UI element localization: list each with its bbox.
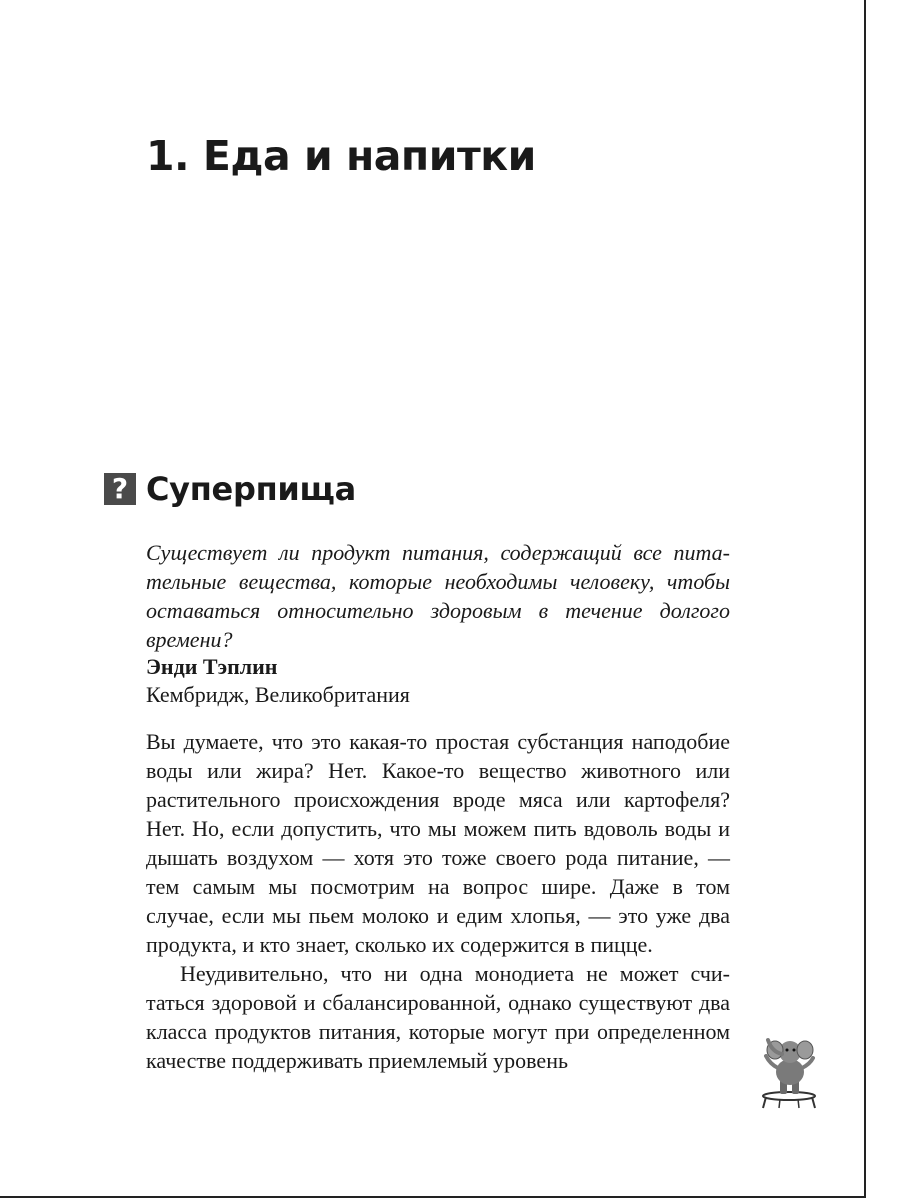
- section-title: Суперпища: [146, 470, 356, 508]
- question-author: Энди Тэплин: [146, 654, 278, 679]
- question-location: Кембридж, Великобритания: [146, 682, 410, 707]
- section-heading: [104, 470, 356, 508]
- reader-question: Существует ли продукт питания, содержащий все питательные вещества, которые необходимы человеку, чтобы оставаться относительно здоровым в течение долгого времени?: [146, 540, 730, 652]
- chapter-title: 1. Еда и напитки: [146, 132, 536, 180]
- body-paragraph: Неудивительно, что ни одна монодиета не может считаться здоровой и сбалансированной, однако существуют два класса продуктов питания, которые могут при определенном качестве поддерживать приемлемый уровень: [146, 961, 730, 1073]
- elephant-on-trampoline-icon: [758, 1032, 820, 1110]
- question-mark-box-icon: ?: [104, 473, 136, 505]
- answer-body: [146, 727, 730, 1075]
- body-paragraph: Вы думаете, что это какая-то простая субстанция наподобие воды или жира? Нет. Какое-то вещество животного или растительного происхождения вроде мяса или картофеля? Нет. Но, если допустить, что мы можем пить вдоволь воды и дышать воздухом — хотя это тоже своего рода питание, — тем самым мы посмотрим на вопрос шире. Даже в том случае, если мы пьем молоко и едим хлопья, — это уже два продукта, и кто знает, сколько их содержится в пицце.: [146, 729, 730, 957]
